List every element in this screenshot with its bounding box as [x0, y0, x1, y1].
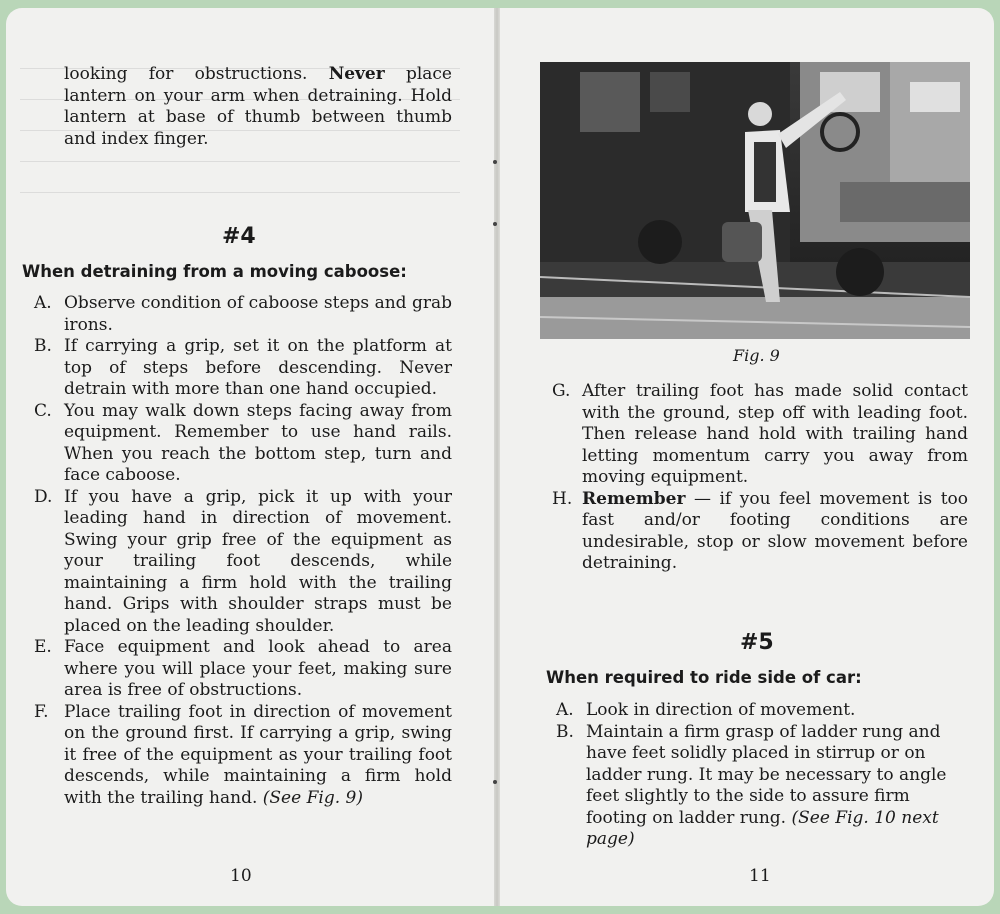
- binding-mark: [493, 160, 497, 164]
- page-number-right: 11: [749, 866, 771, 886]
- list-item: B. If carrying a grip, set it on the platform at top of steps before descending. Never detrain with more than one hand occupied.: [34, 336, 452, 399]
- figure-reference: (See Fig. 9): [262, 787, 363, 808]
- intro-paragraph: looking for obstructions. Never place lantern on your arm when detraining. Hold lantern at base of thumb between thumb and index finger.: [64, 64, 452, 149]
- list-item: G. After trailing foot has made solid contact with the ground, step off with leading foot. Then release hand hold with trailing hand letting momentum carry you away from moving equipment.: [552, 381, 968, 487]
- list-item: D. If you have a grip, pick it up with your leading hand in direction of movement. Swing your grip free of the equipment as your trailing foot descends, while maintaining a firm hold with the trailing hand. Grips with shoulder straps must be placed on the leading shoulder.: [34, 486, 452, 636]
- binding-mark: [493, 780, 497, 784]
- list-item: B. Maintain a firm grasp of ladder rung and have feet solidly placed in stirrup or on ladder rung. It may be necessary to angle feet slightly to the side to assure firm footing on ladder rung. (See Fig. 10 next page): [556, 721, 947, 849]
- section-heading-detraining: When detraining from a moving caboose:: [22, 262, 407, 281]
- page-number-left: 10: [230, 866, 252, 886]
- list-item: C. You may walk down steps facing away from equipment. Remember to use hand rails. When you reach the bottom step, turn and face caboose.: [34, 400, 452, 485]
- detraining-list: [34, 293, 452, 809]
- detraining-list-continued: [552, 381, 968, 575]
- list-item: A. Look in direction of movement.: [556, 700, 856, 720]
- section-heading-ride-side: When required to ride side of car:: [546, 668, 862, 687]
- railroad-worker-photo: [540, 62, 970, 339]
- list-item: A. Observe condition of caboose steps and grab irons.: [34, 293, 452, 335]
- section-number-4: #4: [222, 224, 256, 249]
- list-item: F. Place trailing foot in direction of movement on the ground first. If carrying a grip, swing it free of the equipment as your trailing foot descends, while maintaining a firm hold with the trailing hand. (See Fig. 9): [34, 701, 452, 808]
- ride-side-list: [556, 700, 972, 851]
- figure-caption: Fig. 9: [733, 346, 780, 365]
- list-item: E. Face equipment and look ahead to area where you will place your feet, making sure area is free of obstructions.: [34, 637, 452, 700]
- figure-reference: (See Fig. 10 next page): [586, 807, 939, 849]
- figure-9-photo: [540, 62, 970, 339]
- section-number-5: #5: [740, 630, 774, 655]
- list-item: H. Remember — if you feel movement is too fast and/or footing conditions are undesirable, stop or slow movement before detraining.: [552, 488, 968, 573]
- binding-mark: [493, 222, 497, 226]
